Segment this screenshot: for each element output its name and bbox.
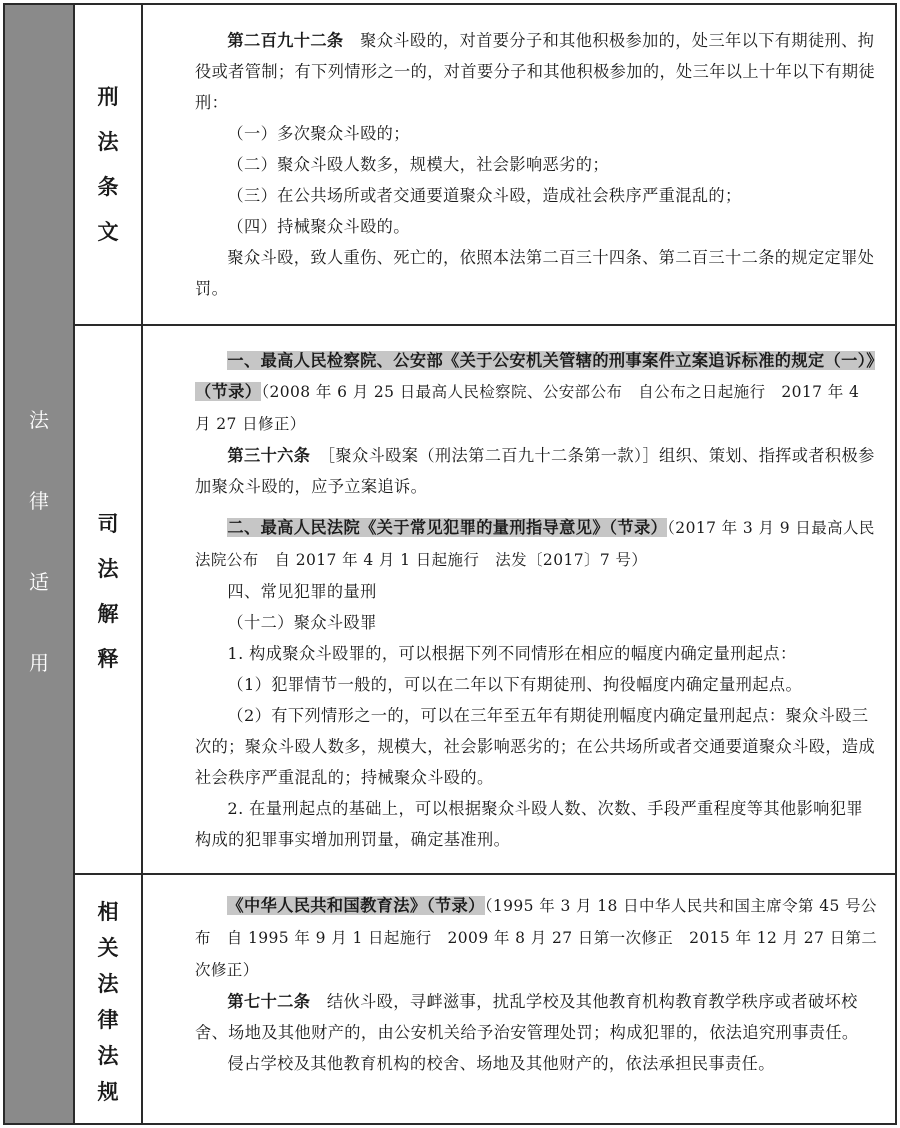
list-item: （一）多次聚众斗殴的； (227, 124, 410, 143)
source-title-highlight: 《中华人民共和国教育法》（节录） (227, 896, 485, 915)
source-meta: （2017 年 3 月 9 日最高人民法院公布 自 2017 年 4 月 1 日起施行 法发〔2017〕7 号） (195, 519, 875, 569)
section-label-char: 法 (97, 1044, 119, 1068)
article-title: 第二百九十二条 (227, 31, 344, 50)
section-label-char: 法 (97, 130, 119, 154)
section-label-char: 法 (97, 557, 119, 581)
section-label-char: 解 (97, 602, 119, 626)
article-text: 聚众斗殴的，对首要分子和其他积极参加的，处三年以下有期徒刑、拘役或者管制；有下列情形之一的，对首要分子和其他积极参加的，处三年以上十年以下有期徒刑： (195, 31, 876, 112)
related-law-content (143, 890, 895, 1079)
source-title-highlight: 二、最高人民法院《关于常见犯罪的量刑指导意见》（节录） (227, 518, 668, 537)
closing-paragraph: 聚众斗殴，致人重伤、死亡的，依照本法第二百三十四条、第二百三十二条的规定定罪处罚。 (195, 248, 875, 298)
list-item: （二）聚众斗殴人数多，规模大，社会影响恶劣的； (227, 155, 609, 174)
article-paragraph (195, 986, 879, 1048)
section-label-char: 刑 (97, 85, 119, 109)
body-line: （十二）聚众斗殴罪 (227, 613, 377, 632)
section-label-char: 文 (97, 220, 119, 244)
row-divider (75, 324, 895, 326)
source-meta: （2008 年 6 月 25 日最高人民检察院、公安部公布 自公布之日起施行 2017 年 4 月 27 日修正） (195, 383, 860, 433)
category-char: 适 (29, 570, 49, 594)
article-text: 结伙斗殴，寻衅滋事，扰乱学校及其他教育机构教育教学秩序或者破坏校舍、场地及其他财产的，由公安机关给予治安管理处罚；构成犯罪的，依法追究刑事责任。 (195, 992, 859, 1042)
section-label (75, 87, 141, 243)
section-label-char: 关 (97, 936, 119, 960)
article-paragraph (195, 25, 879, 118)
source-meta: （1995 年 3 月 18 日中华人民共和国主席令第 45 号公布 自 1995 年 9 月 1 日起施行 2009 年 8 月 27 日第一次修正 2015 年 12 月 27 日第二次修正） (195, 897, 878, 979)
judicial-content (143, 345, 895, 855)
section-label-char: 规 (97, 1080, 119, 1104)
section-label-char: 相 (97, 900, 119, 924)
source-paragraph (195, 512, 879, 576)
section-label (75, 514, 141, 670)
section-label (75, 902, 141, 1103)
body-line: 四、常见犯罪的量刑 (227, 582, 377, 601)
category-char: 法 (29, 408, 49, 432)
closing-paragraph: 侵占学校及其他教育机构的校舍、场地及其他财产的，依法承担民事责任。 (227, 1054, 775, 1073)
article-text: ［聚众斗殴案（刑法第二百九十二条第一款）］组织、策划、指挥或者积极参加聚众斗殴的，应予立案追诉。 (195, 446, 875, 496)
body-line: （2）有下列情形之一的，可以在三年至五年有期徒刑幅度内确定量刑起点：聚众斗殴三次的；聚众斗殴人数多，规模大，社会影响恶劣的；在公共场所或者交通要道聚众斗殴，造成社会秩序严重混乱的；持械聚众斗殴的。 (195, 706, 876, 787)
row-divider (75, 873, 895, 875)
list-item: （三）在公共场所或者交通要道聚众斗殴，造成社会秩序严重混乱的； (227, 186, 742, 205)
body-line: （1）犯罪情节一般的，可以在二年以下有期徒刑、拘役幅度内确定量刑起点。 (227, 675, 803, 694)
source-paragraph (195, 890, 879, 986)
section-label-char: 律 (97, 1008, 119, 1032)
list-item: （四）持械聚众斗殴的。 (227, 217, 410, 236)
article-paragraph (195, 440, 879, 502)
category-char: 用 (29, 651, 49, 675)
section-label-cell-related (75, 875, 143, 1125)
article-title: 第七十二条 (227, 992, 311, 1011)
source-title-highlight: 一、最高人民检察院、公安部《关于公安机关管辖的刑事案件立案追诉标准的规定（一）》（节录） (195, 351, 875, 401)
source-paragraph (195, 345, 879, 440)
section-label-char: 条 (97, 175, 119, 199)
reference-table (3, 3, 897, 1125)
article-title: 第三十六条 (227, 446, 311, 465)
section-label-char: 司 (97, 512, 119, 536)
criminal-law-content (143, 25, 895, 304)
section-label-char: 法 (97, 972, 119, 996)
section-label-cell-criminal-law (75, 5, 143, 324)
category-label (5, 410, 73, 673)
category-char: 律 (29, 489, 49, 513)
body-line: 1. 构成聚众斗殴罪的，可以根据下列不同情形在相应的幅度内确定量刑起点： (227, 644, 797, 663)
body-line: 2. 在量刑起点的基础上，可以根据聚众斗殴人数、次数、手段严重程度等其他影响犯罪构成的犯罪事实增加刑罚量，确定基准刑。 (195, 799, 863, 849)
section-label-cell-judicial (75, 326, 143, 873)
category-column (5, 5, 75, 1123)
section-label-char: 释 (97, 647, 119, 671)
